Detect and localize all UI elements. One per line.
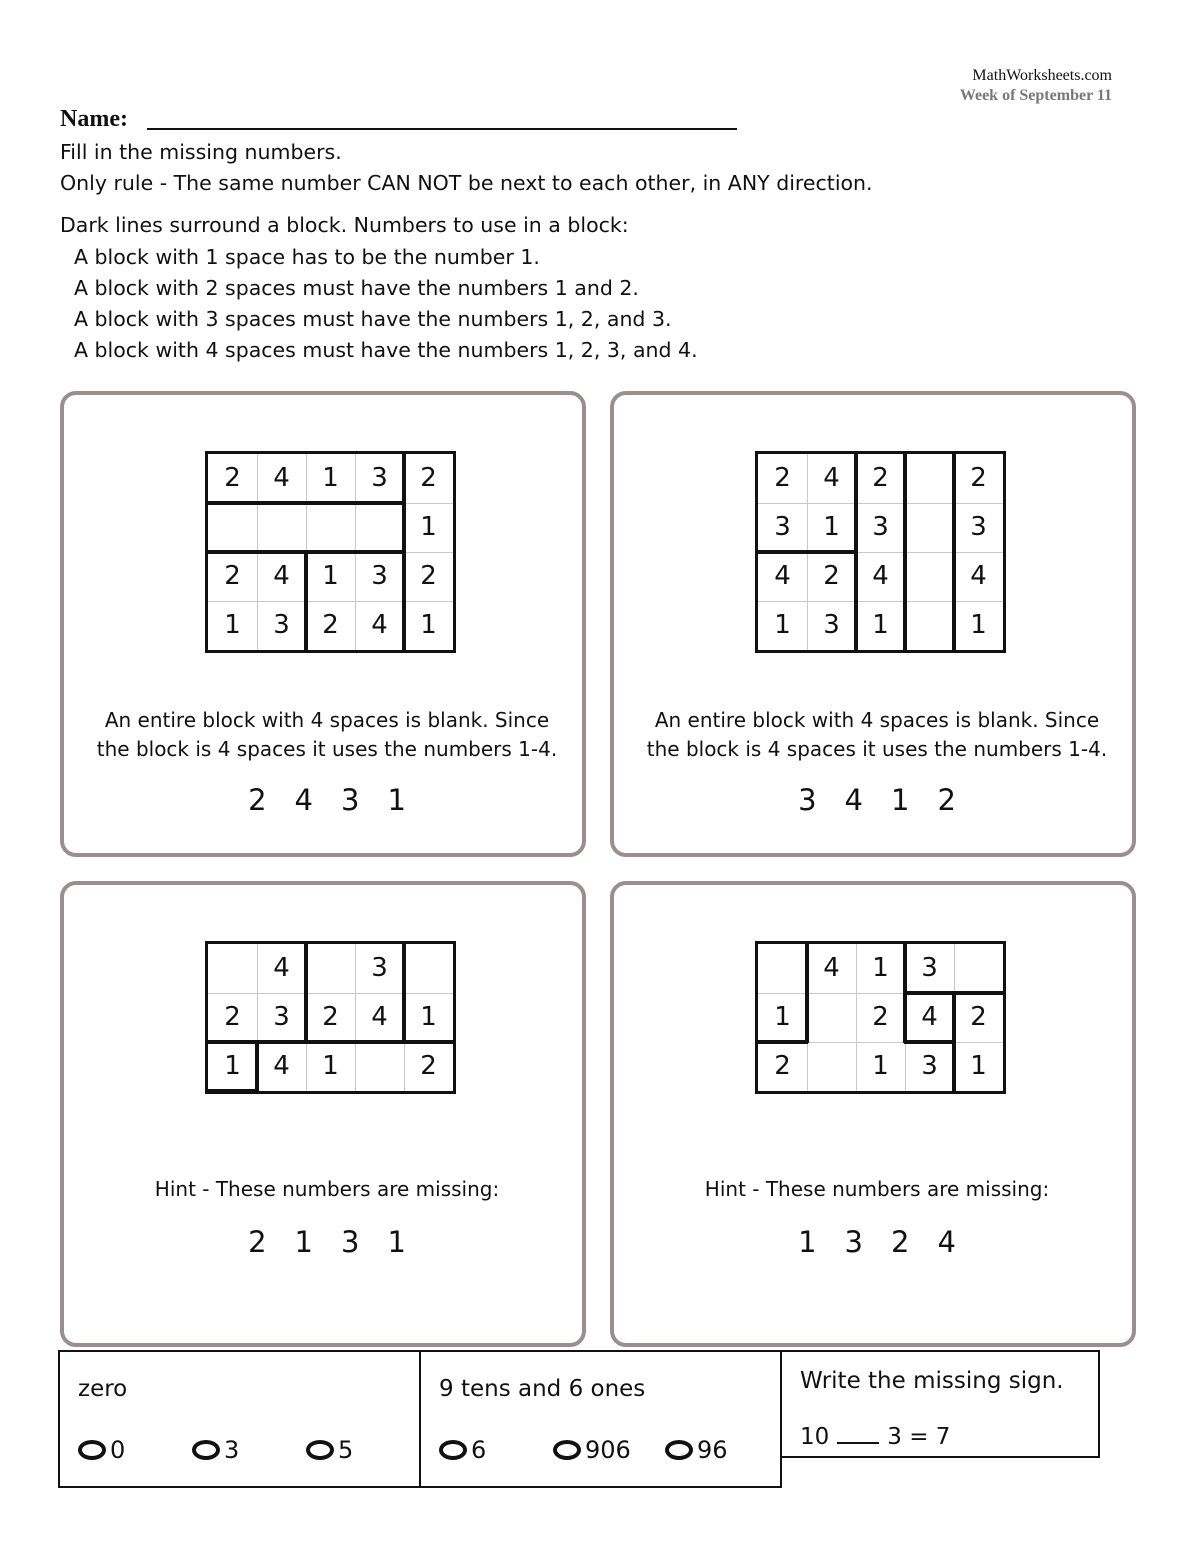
grid-cell: 4 (273, 463, 290, 493)
hint-text: Hint - These numbers are missing: (154, 1177, 500, 1201)
instruction-line: A block with 2 spaces must have the numbers 1 and 2. (74, 276, 639, 300)
answer-number: 3 (844, 1225, 863, 1259)
grid-cell: 2 (224, 561, 241, 591)
grid-cell-blank[interactable] (905, 552, 954, 601)
puzzle-panel-2 (610, 391, 1136, 857)
equation-left: 10 (800, 1424, 830, 1450)
grid-cell: 3 (921, 953, 938, 983)
grid-cell: 4 (970, 561, 987, 591)
answer-number: 4 (937, 1225, 956, 1259)
grid-cell: 2 (872, 463, 889, 493)
grid-cell: 2 (420, 561, 437, 591)
grid-cell-blank[interactable] (208, 944, 257, 993)
grid-cell: 4 (823, 953, 840, 983)
grid-cell: 1 (322, 561, 339, 591)
answer-option[interactable]: 3 (192, 1436, 239, 1464)
grid-cell: 4 (273, 953, 290, 983)
grid-cell: 4 (273, 1051, 290, 1081)
instruction-line: Only rule - The same number CAN NOT be next to each other, in ANY direction. (60, 171, 873, 195)
answer-number: 1 (798, 1225, 817, 1259)
grid-cell-blank[interactable] (758, 944, 807, 993)
grid-cell-blank[interactable] (905, 454, 954, 503)
grid-cell-blank[interactable] (905, 503, 954, 552)
answer-number: 1 (387, 1225, 406, 1259)
grid-cell: 1 (420, 1002, 437, 1032)
grid-cell: 4 (273, 561, 290, 591)
grid-cell-blank[interactable] (404, 944, 453, 993)
grid-cell: 3 (371, 463, 388, 493)
puzzle-grid (755, 451, 1006, 653)
answer-number: 2 (891, 1225, 910, 1259)
explanation-text (614, 706, 1140, 764)
week-label: Week of September 11 (959, 87, 1112, 104)
grid-cell: 2 (823, 561, 840, 591)
bubble-icon[interactable] (553, 1440, 581, 1460)
grid-cell-blank[interactable] (807, 1042, 856, 1091)
grid-cell: 1 (872, 610, 889, 640)
grid-cell: 1 (420, 610, 437, 640)
grid-cell: 2 (322, 610, 339, 640)
puzzle-panel-3 (60, 881, 586, 1347)
instruction-line: A block with 4 spaces must have the numbers 1, 2, 3, and 4. (74, 338, 698, 362)
grid-cell: 2 (420, 463, 437, 493)
question-box-2 (419, 1350, 782, 1488)
instruction-line: Fill in the missing numbers. (60, 140, 342, 164)
grid-cell: 2 (970, 463, 987, 493)
grid-cell: 1 (224, 610, 241, 640)
explanation-line: An entire block with 4 spaces is blank. Since (104, 708, 550, 732)
answer-number: 3 (341, 783, 360, 817)
answer-number: 4 (844, 783, 863, 817)
grid-cell: 2 (322, 1002, 339, 1032)
name-field[interactable] (147, 128, 737, 130)
grid-cell: 4 (872, 561, 889, 591)
question-prompt: zero (78, 1376, 128, 1402)
explanation-line: the block is 4 spaces it uses the numbers 1-4. (646, 737, 1108, 761)
answer-row (614, 1225, 1140, 1259)
site-header (960, 66, 1112, 106)
hint-text: Hint - These numbers are missing: (704, 1177, 1050, 1201)
grid-cell: 2 (224, 463, 241, 493)
site-name: MathWorksheets.com (972, 67, 1112, 84)
grid-cell: 1 (823, 512, 840, 542)
puzzle-panel-1 (60, 391, 586, 857)
instruction-line: A block with 1 space has to be the number 1. (74, 245, 540, 269)
grid-cell: 3 (371, 561, 388, 591)
grid-cell-blank[interactable] (905, 601, 954, 650)
grid-cell: 1 (970, 610, 987, 640)
explanation-line: the block is 4 spaces it uses the numbers 1-4. (96, 737, 558, 761)
grid-cell: 3 (921, 1051, 938, 1081)
answer-number: 4 (294, 783, 313, 817)
bubble-icon[interactable] (306, 1440, 334, 1460)
equation (800, 1424, 950, 1450)
grid-cell-blank[interactable] (355, 1042, 404, 1091)
answer-option[interactable]: 5 (306, 1436, 353, 1464)
grid-cell: 1 (420, 512, 437, 542)
grid-cell-blank[interactable] (355, 503, 404, 552)
answer-option[interactable]: 6 (439, 1436, 486, 1464)
puzzle-grid (205, 451, 456, 653)
grid-cell: 3 (823, 610, 840, 640)
grid-cell-blank[interactable] (807, 993, 856, 1042)
grid-cell: 2 (970, 1002, 987, 1032)
grid-cell: 4 (371, 610, 388, 640)
grid-cell: 1 (322, 1051, 339, 1081)
grid-cell: 3 (273, 1002, 290, 1032)
grid-cell: 1 (774, 1002, 791, 1032)
grid-cell: 1 (774, 610, 791, 640)
grid-cell: 3 (371, 953, 388, 983)
answer-number: 2 (937, 783, 956, 817)
grid-cell-blank[interactable] (306, 503, 355, 552)
answer-number: 3 (798, 783, 817, 817)
grid-cell: 2 (774, 463, 791, 493)
grid-cell-blank[interactable] (954, 944, 1003, 993)
grid-cell: 1 (872, 1051, 889, 1081)
grid-cell: 2 (774, 1051, 791, 1081)
answer-number: 2 (248, 1225, 267, 1259)
grid-cell-blank[interactable] (306, 944, 355, 993)
grid-cell: 3 (970, 512, 987, 542)
answer-row (64, 783, 590, 817)
answer-option[interactable]: 906 (553, 1436, 631, 1464)
explanation-text (64, 706, 590, 764)
grid-cell: 3 (273, 610, 290, 640)
grid-cell: 4 (774, 561, 791, 591)
grid-cell: 4 (921, 1002, 938, 1032)
grid-cell-blank[interactable] (257, 503, 306, 552)
bubble-icon[interactable] (192, 1440, 220, 1460)
sign-blank[interactable] (837, 1442, 879, 1444)
bubble-icon[interactable] (665, 1440, 693, 1460)
puzzle-grid (205, 941, 456, 1094)
question-prompt: 9 tens and 6 ones (439, 1376, 646, 1402)
grid-cell: 4 (371, 1002, 388, 1032)
answer-number: 1 (891, 783, 910, 817)
name-label: Name: (60, 106, 128, 132)
instruction-line: Dark lines surround a block. Numbers to use in a block: (60, 213, 629, 237)
explanation-line: An entire block with 4 spaces is blank. Since (654, 708, 1100, 732)
grid-cell: 1 (224, 1051, 241, 1081)
grid-cell: 1 (970, 1051, 987, 1081)
grid-cell: 4 (823, 463, 840, 493)
grid-cell: 1 (872, 953, 889, 983)
question-box-3 (780, 1350, 1100, 1458)
bubble-icon[interactable] (78, 1440, 106, 1460)
instruction-line: A block with 3 spaces must have the numbers 1, 2, and 3. (74, 307, 672, 331)
puzzle-grid (755, 941, 1006, 1094)
grid-cell: 2 (420, 1051, 437, 1081)
grid-cell: 1 (322, 463, 339, 493)
bubble-icon[interactable] (439, 1440, 467, 1460)
answer-option[interactable]: 96 (665, 1436, 728, 1464)
equation-right: 3 = 7 (887, 1424, 951, 1450)
answer-number: 1 (387, 783, 406, 817)
question-box-1 (58, 1350, 421, 1488)
grid-cell: 3 (774, 512, 791, 542)
grid-cell: 2 (224, 1002, 241, 1032)
answer-number: 3 (341, 1225, 360, 1259)
answer-option[interactable]: 0 (78, 1436, 125, 1464)
answer-number: 1 (294, 1225, 313, 1259)
grid-cell-blank[interactable] (208, 503, 257, 552)
answer-number: 2 (248, 783, 267, 817)
grid-cell: 2 (872, 1002, 889, 1032)
answer-row (614, 783, 1140, 817)
answer-row (64, 1225, 590, 1259)
question-prompt: Write the missing sign. (800, 1368, 1064, 1394)
grid-cell: 3 (872, 512, 889, 542)
puzzle-panel-4 (610, 881, 1136, 1347)
